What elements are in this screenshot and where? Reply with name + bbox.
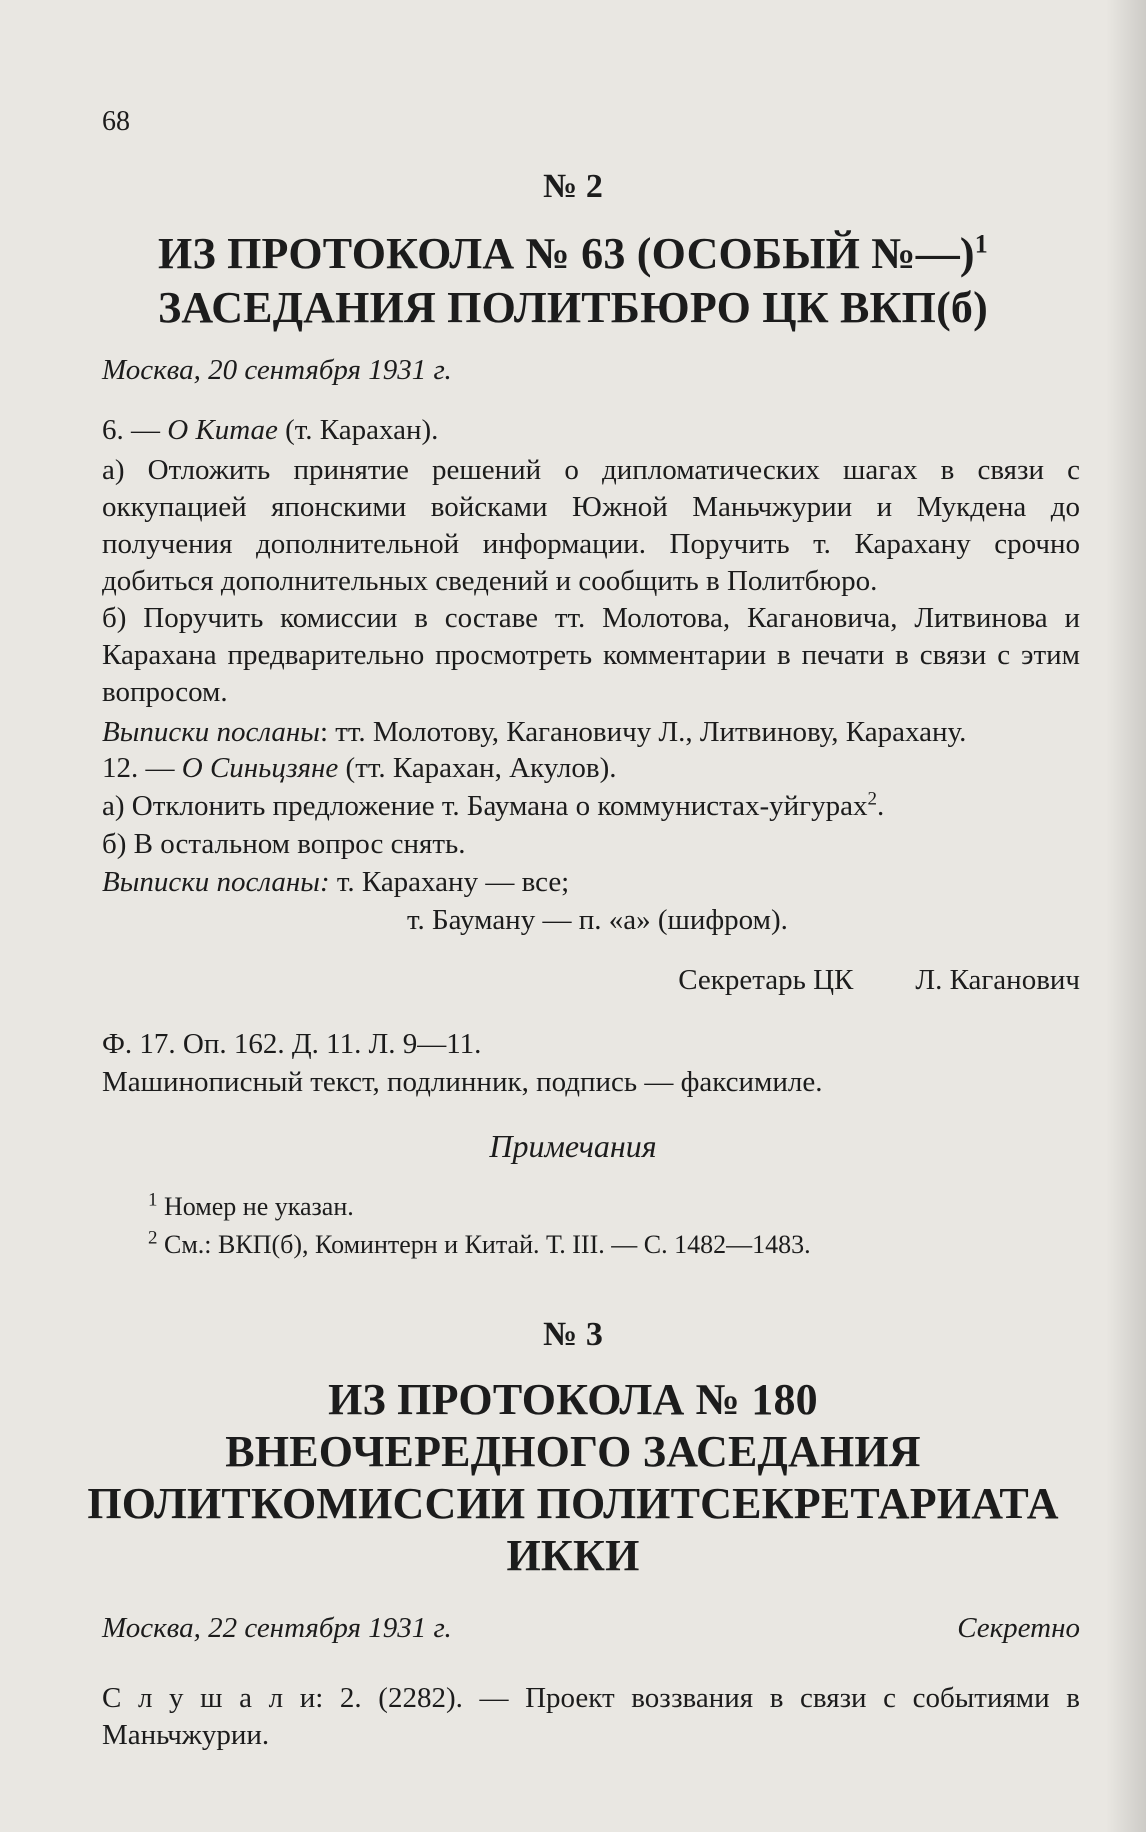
signature-role: Секретарь ЦК (678, 964, 854, 996)
doc2-number: № 2 (543, 168, 603, 205)
doc2-title-text: ИЗ ПРОТОКОЛА № 63 (ОСОБЫЙ №—) (158, 229, 975, 278)
item12a-end: . (876, 790, 885, 822)
doc3-title-line1: ИЗ ПРОТОКОЛА № 180 (328, 1375, 818, 1424)
heard-label: С л у ш а л и: (102, 1682, 324, 1714)
doc2-item12a (102, 788, 1080, 825)
item12a-footnote-ref: 2 (867, 788, 877, 810)
doc3-heard (102, 1680, 1080, 1754)
note1-text: Номер не указан. (164, 1192, 354, 1221)
doc2-title-footnote-ref: 1 (974, 229, 988, 259)
item12-speakers: (тт. Карахан, Акулов). (338, 752, 617, 784)
note2-text: См.: ВКП(б), Коминтерн и Китай. Т. III. — С. 1482—1483. (164, 1230, 811, 1259)
item12a-text: а) Отклонить предложение т. Баумана о коммунистах-уйгурах (102, 790, 868, 822)
doc2-title-line1 (0, 228, 1146, 279)
doc3-title-line4: ИККИ (506, 1531, 640, 1580)
signature-name: Л. Каганович (915, 964, 1080, 996)
doc2-title-line2: ЗАСЕДАНИЯ ПОЛИТБЮРО ЦК ВКП(б) (157, 283, 988, 332)
note1-marker: 1 (148, 1189, 158, 1211)
heard-text: 2. (2282). — Проект воззвания в связи с событиями в Маньчжурии. (102, 1682, 1080, 1751)
doc2-item6b: б) Поручить комиссии в составе тт. Молотова, Кагановича, Литвинова и Карахана предварительно просмотреть комментарии в печати в связи с этим вопросом. (102, 602, 1080, 708)
sent1-recipients: : тт. Молотову, Кагановичу Л., Литвинову, Карахану. (319, 716, 967, 748)
doc2-item12b: б) В остальном вопрос снять. (102, 828, 466, 860)
doc3-title-line3: ПОЛИТКОМИССИИ ПОЛИТСЕКРЕТАРИАТА (87, 1479, 1059, 1528)
sent2-line2: т. Бауману — п. «а» (шифром). (407, 904, 788, 936)
item12-number: 12. — (102, 752, 182, 784)
page-edge-shadow (1106, 0, 1146, 1832)
doc2-place-date: Москва, 20 сентября 1931 г. (102, 354, 452, 386)
item6-topic: О Китае (167, 414, 278, 446)
doc2-item12-heading (102, 750, 1080, 787)
doc2-sent-list-2 (102, 864, 1080, 901)
doc2-item6-heading (102, 412, 1080, 449)
doc2-archive-note: Машинописный текст, подлинник, подпись — факсимиле. (102, 1066, 823, 1098)
doc2-notes-heading: Примечания (489, 1128, 657, 1164)
doc3-title-line2: ВНЕОЧЕРЕДНОГО ЗАСЕДАНИЯ (225, 1427, 921, 1476)
doc3-place-date: Москва, 22 сентября 1931 г. (102, 1612, 452, 1644)
doc2-note-1 (102, 1188, 1080, 1225)
sent2-label: Выписки посланы: (102, 866, 330, 898)
item6-number: 6. — (102, 414, 168, 446)
doc3-place-date-row (102, 1610, 1080, 1647)
page-number: 68 (102, 106, 130, 137)
doc3-classification: Секретно (957, 1612, 1080, 1644)
doc2-signature (102, 962, 1080, 999)
item12-topic: О Синьцзяне (181, 752, 339, 784)
doc2-item6a: а) Отложить принятие решений о дипломатических шагах в связи с оккупацией японскими войсками Южной Маньчжурии и Мукдена до получения дополнительной информации. Поручить т. Карахану срочно добиться дополнительных сведений и сообщить в Политбюро. (102, 454, 1080, 597)
doc2-note-2 (102, 1226, 1080, 1263)
item6-speaker: (т. Карахан). (277, 414, 439, 446)
sent1-label: Выписки посланы (102, 716, 320, 748)
doc3-number: № 3 (543, 1316, 603, 1353)
sent2-line1: т. Карахану — все; (329, 866, 570, 898)
doc2-archive-ref: Ф. 17. Оп. 162. Д. 11. Л. 9—11. (102, 1028, 482, 1060)
doc2-sent-list-1 (102, 714, 1080, 751)
note2-marker: 2 (148, 1227, 158, 1249)
